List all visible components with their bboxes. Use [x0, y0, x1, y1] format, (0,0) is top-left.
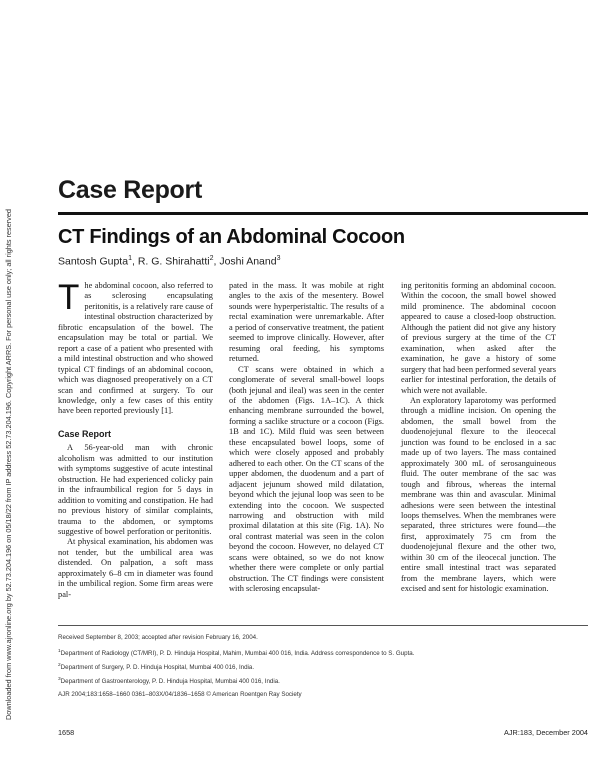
author-affiliation-mark: 3 [276, 255, 281, 262]
download-watermark-text: Downloaded from www.ajronline.org by 52.73.204.196 on 05/18/22 from IP address 52.73.204.196. Copyright ARRS. For personal use only; all rights reserved [4, 209, 13, 720]
affiliation-text: Department of Surgery, P. D. Hinduja Hospital, Mumbai 400 016, India. [60, 664, 255, 672]
text-column-1 [58, 278, 213, 616]
body-paragraph: A 56-year-old man with chronic alcoholism was admitted to our institution with symptoms suggestive of acute intestinal obstruction. He had experienced colicky pain in the infraumbilical region for 5 days in addition to vomiting and constipation. He had no previous history of similar complaints, trauma to the abdomen, or symptoms suggestive of bowel perforation or peritonitis. [58, 443, 213, 536]
author-list [58, 255, 280, 268]
footnote-rule [58, 625, 588, 626]
author-separator: , [213, 255, 220, 268]
journal-issue: AJR:183, December 2004 [504, 728, 588, 737]
affiliation-note-1 [58, 649, 588, 657]
text-column-2 [229, 281, 384, 616]
affiliation-text: Department of Gastroenterology, P. D. Hinduja Hospital, Mumbai 400 016, India. [60, 678, 280, 686]
title-rule [58, 212, 588, 215]
affiliation-number: 3 [58, 677, 61, 682]
intro-text: he abdominal cocoon, also referred to as sclerosing encapsulating peritonitis, is a relatively rare cause of intestinal obstruction characterized by fibrotic encapsulation of the bowel. The encapsulation may be total or partial. We report a case of a patient who presented with a mild intestinal obstruction and who showed typical CT findings of an abdominal cocoon, which was diagnosed preoperatively on a CT scan and confirmed at surgery. To our knowledge, only a few cases of this entity have been reported previously [1]. [58, 281, 213, 416]
intro-paragraph [58, 278, 213, 417]
body-paragraph: At physical examination, his abdomen was not tender, but the umbilical area was distended. On palpation, a soft mass approximately 6–8 cm in diameter was found in the umbilical region. Some firm areas were pal- [58, 537, 213, 599]
case-report-heading: Case Report [58, 428, 112, 439]
body-paragraph: An exploratory laparotomy was performed through a midline incision. On opening the abdomen, the small bowel from the duodenojejunal flexure to the ileocecal junction was found to be enclosed in a sac made up of two layers. The mass contained approximately 300 mL of serosanguineous fluid. The outer membrane of the sac was tough and fibrous, whereas the internal membrane was thin and avascular. Minimal adhesions were seen between the intestinal loops themselves. When the membranes were separated, three strictures were found—the first, approximately 75 cm from the duodenojejunal flexure and the other two, within 30 cm of the ileocecal junction. The entire small intestinal tract was separated from the membrane layers, which were excised and sent for histologic examination. [401, 395, 556, 594]
body-paragraph: ing peritonitis forming an abdominal cocoon. Within the cocoon, the small bowel showed mild prominence. The abdominal cocoon appeared to cause a closed-loop obstruction. Although the patient did not give any history of previous surgery at the time of the CT examination, when asked after the examination, he gave a history of some surgery that had been performed several years earlier for intestinal perforation, the details of which were not available. [401, 281, 556, 395]
author-affiliation-mark: 2 [209, 255, 214, 262]
page-number: 1658 [58, 728, 75, 737]
affiliation-number: 1 [58, 649, 61, 654]
affiliation-text: Department of Radiology (CT/MRI), P. D. Hinduja Hospital, Mahim, Mumbai 400 016, India. Address correspondence to S. Gupta. [60, 650, 415, 658]
author-name: R. G. Shirahatti [137, 255, 210, 268]
author-name: Joshi Anand [219, 255, 277, 268]
author-affiliation-mark: 1 [128, 255, 132, 262]
affiliation-number: 2 [58, 663, 61, 668]
citation-note: AJR 2004;183:1658–1660 0361–803X/04/1836–1658 © American Roentgen Ray Society [58, 691, 302, 698]
author-separator: , [131, 255, 138, 268]
section-title: Case Report [58, 176, 202, 204]
article-title: CT Findings of an Abdominal Cocoon [58, 226, 405, 248]
affiliation-note-3 [58, 677, 588, 685]
received-date-note: Received September 8, 2003; accepted after revision February 16, 2004. [58, 634, 258, 641]
body-paragraph: CT scans were obtained in which a conglomerate of several small-bowel loops (both jejunal and ileal) was seen in the center of the abdomen (Figs. 1A–1C). A thick enhancing membrane surrounded the bowel, forming a saclike structure or a cocoon (Figs. 1B and 1C). Mild fluid was seen between these encapsulated bowel loops, some of which were closely apposed and probably adhered to each other. On the CT scans of the upper abdomen, the duodenum and a part of adjacent jejunum showed mild dilatation, beyond which the jejunal loop was seen to be extending into the cocoon. We suspected narrowing and obstruction with mild proximal dilatation at this site (Fig. 1A). No oral contrast material was seen in the colon beyond the cocoon. However, no delayed CT scans were obtained, so we do not know whether there were complete or only partial obstruction. The CT findings were consistent with sclerosing encapsulat- [229, 364, 384, 594]
affiliation-note-2 [58, 663, 588, 671]
drop-cap: T [58, 278, 80, 317]
author-name: Santosh Gupta [58, 255, 129, 268]
text-column-3 [401, 281, 556, 616]
download-watermark [4, 120, 14, 720]
body-paragraph: pated in the mass. It was mobile at right angles to the axis of the mesentery. Bowel sounds were hyperperistaltic. The results of a rectal examination were unremarkable. After a period of conservative treatment, the patient seemed to improve clinically. However, after resuming oral feeding, his symptoms returned. [229, 281, 384, 364]
